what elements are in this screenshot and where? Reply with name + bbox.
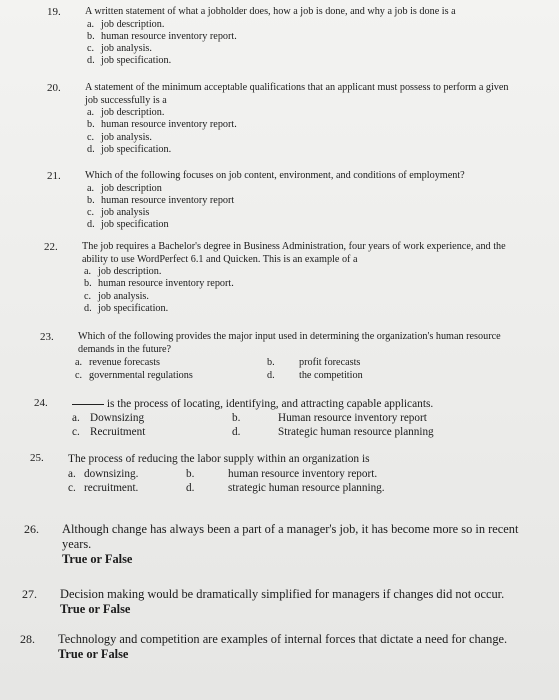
- option-c: c. job analysis.: [87, 131, 152, 143]
- option-d: d. job specification.: [87, 143, 172, 155]
- question-number: 22.: [44, 241, 58, 253]
- question-number: 27.: [22, 587, 37, 601]
- question-stem: The process of reducing the labor supply within an organization is: [68, 453, 370, 465]
- option-c: c. recruitment.: [68, 482, 139, 494]
- option-b: b. human resource inventory report.: [87, 119, 237, 131]
- option-b: b. human resource inventory report: [87, 194, 235, 206]
- option-a: a. job description.: [87, 107, 165, 119]
- option-b: b. human resource inventory report.: [87, 30, 237, 42]
- question-stem: Which of the following provides the major input used in determining the organization's human resource demands in the future?: [78, 331, 501, 355]
- question-number: 21.: [47, 170, 61, 182]
- question-number: 20.: [47, 82, 61, 94]
- answer-blank: [72, 404, 104, 405]
- option-c: c. job analysis: [87, 207, 150, 218]
- option-d: d. job specification.: [84, 302, 169, 314]
- options-grid: [75, 357, 415, 385]
- question-stem: A statement of the minimum acceptable qualifications that an applicant must possess to perform a given job successfully is a: [85, 82, 509, 106]
- option-c: c. job analysis.: [84, 290, 149, 302]
- option-a: a. job description.: [87, 18, 165, 30]
- question-stem: is the process of locating, identifying, and attracting capable applicants.: [106, 398, 434, 410]
- option-a: a. revenue forecasts: [75, 357, 160, 368]
- option-c: c. Recruitment: [72, 426, 146, 438]
- true-false-label: True or False: [60, 602, 131, 616]
- option-c: c. job analysis.: [87, 43, 152, 54]
- true-false-label: True or False: [62, 552, 133, 566]
- option-d: d. the competition: [267, 370, 363, 381]
- option-d: d. Strategic human resource planning: [232, 426, 434, 438]
- option-b: b. profit forecasts: [267, 357, 361, 368]
- question-stem: Which of the following focuses on job content, environment, and conditions of employment?: [85, 170, 465, 181]
- question-number: 28.: [20, 632, 35, 646]
- option-a: a. job description.: [84, 266, 162, 278]
- option-c: c. governmental regulations: [75, 370, 193, 381]
- question-number: 26.: [24, 522, 39, 536]
- option-a: a. Downsizing: [72, 412, 145, 424]
- option-b: b. Human resource inventory report: [232, 412, 427, 424]
- option-d: d. job specification.: [87, 55, 172, 67]
- option-d: d. job specification: [87, 219, 169, 231]
- option-b: b. human resource inventory report.: [84, 278, 234, 290]
- option-b: b. human resource inventory report.: [186, 468, 378, 480]
- question-number: 25.: [30, 452, 44, 464]
- option-d: d. strategic human resource planning.: [186, 482, 385, 494]
- question-stem: A written statement of what a jobholder does, how a job is done, and why a job is done is a: [85, 6, 456, 17]
- question-stem: Technology and competition are examples of internal forces that dictate a need for change.: [58, 632, 508, 646]
- options-grid: [72, 411, 512, 441]
- question-number: 23.: [40, 331, 54, 343]
- question-stem: Although change has always been a part of a manager's job, it has become more so in recent years.: [62, 522, 519, 551]
- option-a: a. downsizing.: [68, 468, 139, 480]
- question-stem: Decision making would be dramatically simplified for managers if changes did not occur.: [60, 587, 505, 601]
- question-stem: The job requires a Bachelor's degree in Business Administration, four years of work experience, and the ability to use WordPerfect 6.1 and Quicken. This is an example of a: [82, 241, 506, 265]
- true-false-label: True or False: [58, 647, 129, 661]
- options-grid: [68, 467, 508, 497]
- question-number: 19.: [47, 6, 61, 18]
- question-number: 24.: [34, 397, 48, 409]
- option-a: a. job description: [87, 182, 162, 194]
